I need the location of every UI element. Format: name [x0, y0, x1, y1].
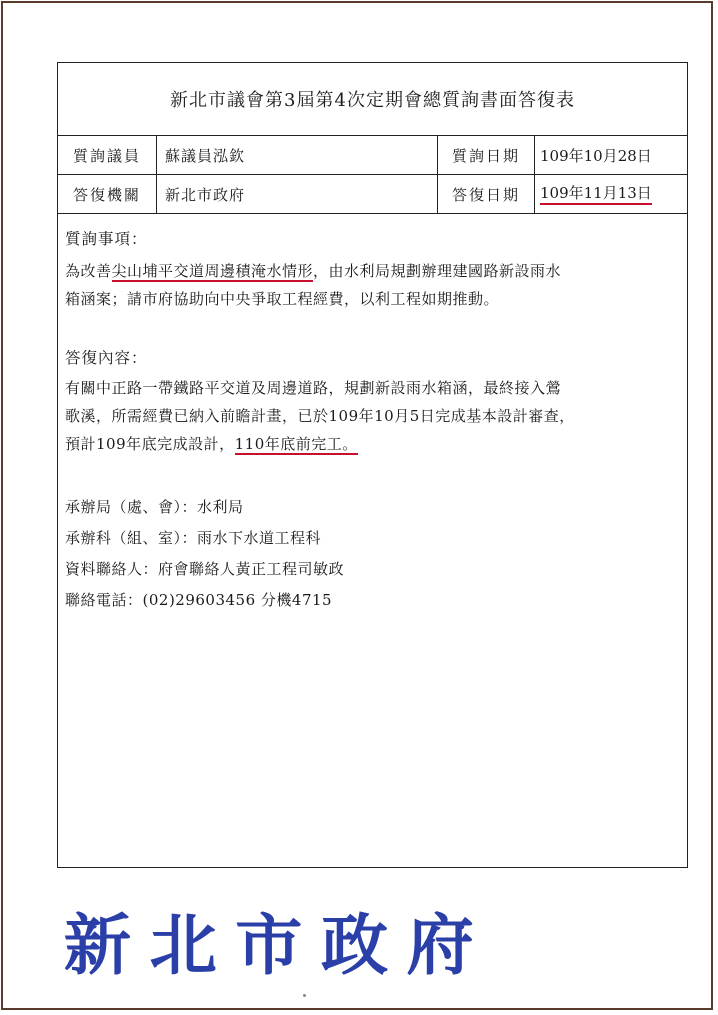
contact-phone: 聯絡電話：(02)29603456 分機4715 — [65, 591, 333, 609]
form-row-inquirer — [58, 136, 687, 175]
reply-line-2: 歌溪，所需經費已納入前瞻計畫，已於109年10月5日完成基本設計審查， — [65, 407, 575, 425]
inquiry-line-1 — [65, 257, 685, 285]
label-reply-date: 答復日期 — [437, 175, 535, 213]
inquiry-highlight: 尖山埔平交道周邊積淹水情形 — [111, 262, 314, 280]
reply-highlight: 110年底前完工。 — [234, 435, 358, 453]
government-seal: 新北市政府 — [63, 907, 493, 984]
inquiry-line-1-prefix: 為改善 — [65, 262, 112, 280]
value-inquirer: 蘇議員泓欽 — [165, 146, 246, 165]
reply-heading: 答復內容： — [65, 349, 148, 367]
scan-speck — [303, 994, 306, 997]
form-title: 新北市議會第3屆第4次定期會總質詢書面答復表 — [58, 63, 687, 136]
reply-line-1: 有關中正路一帶鐵路平交道及周邊道路，規劃新設雨水箱涵，最終接入鶯 — [65, 379, 562, 397]
inquiry-line-2: 箱涵案；請市府協助向中央爭取工程經費，以利工程如期推動。 — [65, 290, 500, 308]
value-reply-date-cell — [535, 175, 685, 213]
contact-bureau: 承辦局（處、會）：水利局 — [65, 498, 244, 516]
value-reply-agency: 新北市政府 — [165, 185, 246, 204]
reply-line-3 — [65, 430, 685, 458]
label-inquirer: 質詢議員 — [58, 136, 157, 174]
inquiry-line-1-suffix: ，由水利局規劃辦理建國路新設雨水 — [313, 262, 562, 280]
reply-line-3-prefix: 預計109年底完成設計， — [65, 435, 235, 453]
reply-body — [65, 374, 685, 458]
inquiry-body — [65, 257, 685, 313]
reply-form — [57, 62, 688, 868]
value-reply-date: 109年11月13日 — [540, 184, 652, 205]
label-reply-agency: 答復機關 — [58, 175, 157, 213]
form-row-agency — [58, 175, 687, 214]
contact-person: 資料聯絡人：府會聯絡人黃正工程司敏政 — [65, 560, 345, 578]
contact-section: 承辦科（組、室）：雨水下水道工程科 — [65, 529, 322, 547]
label-inquiry-date: 質詢日期 — [437, 136, 535, 174]
contact-block — [65, 492, 344, 616]
value-inquiry-date: 109年10月28日 — [540, 146, 652, 165]
inquiry-heading: 質詢事項： — [65, 230, 148, 248]
